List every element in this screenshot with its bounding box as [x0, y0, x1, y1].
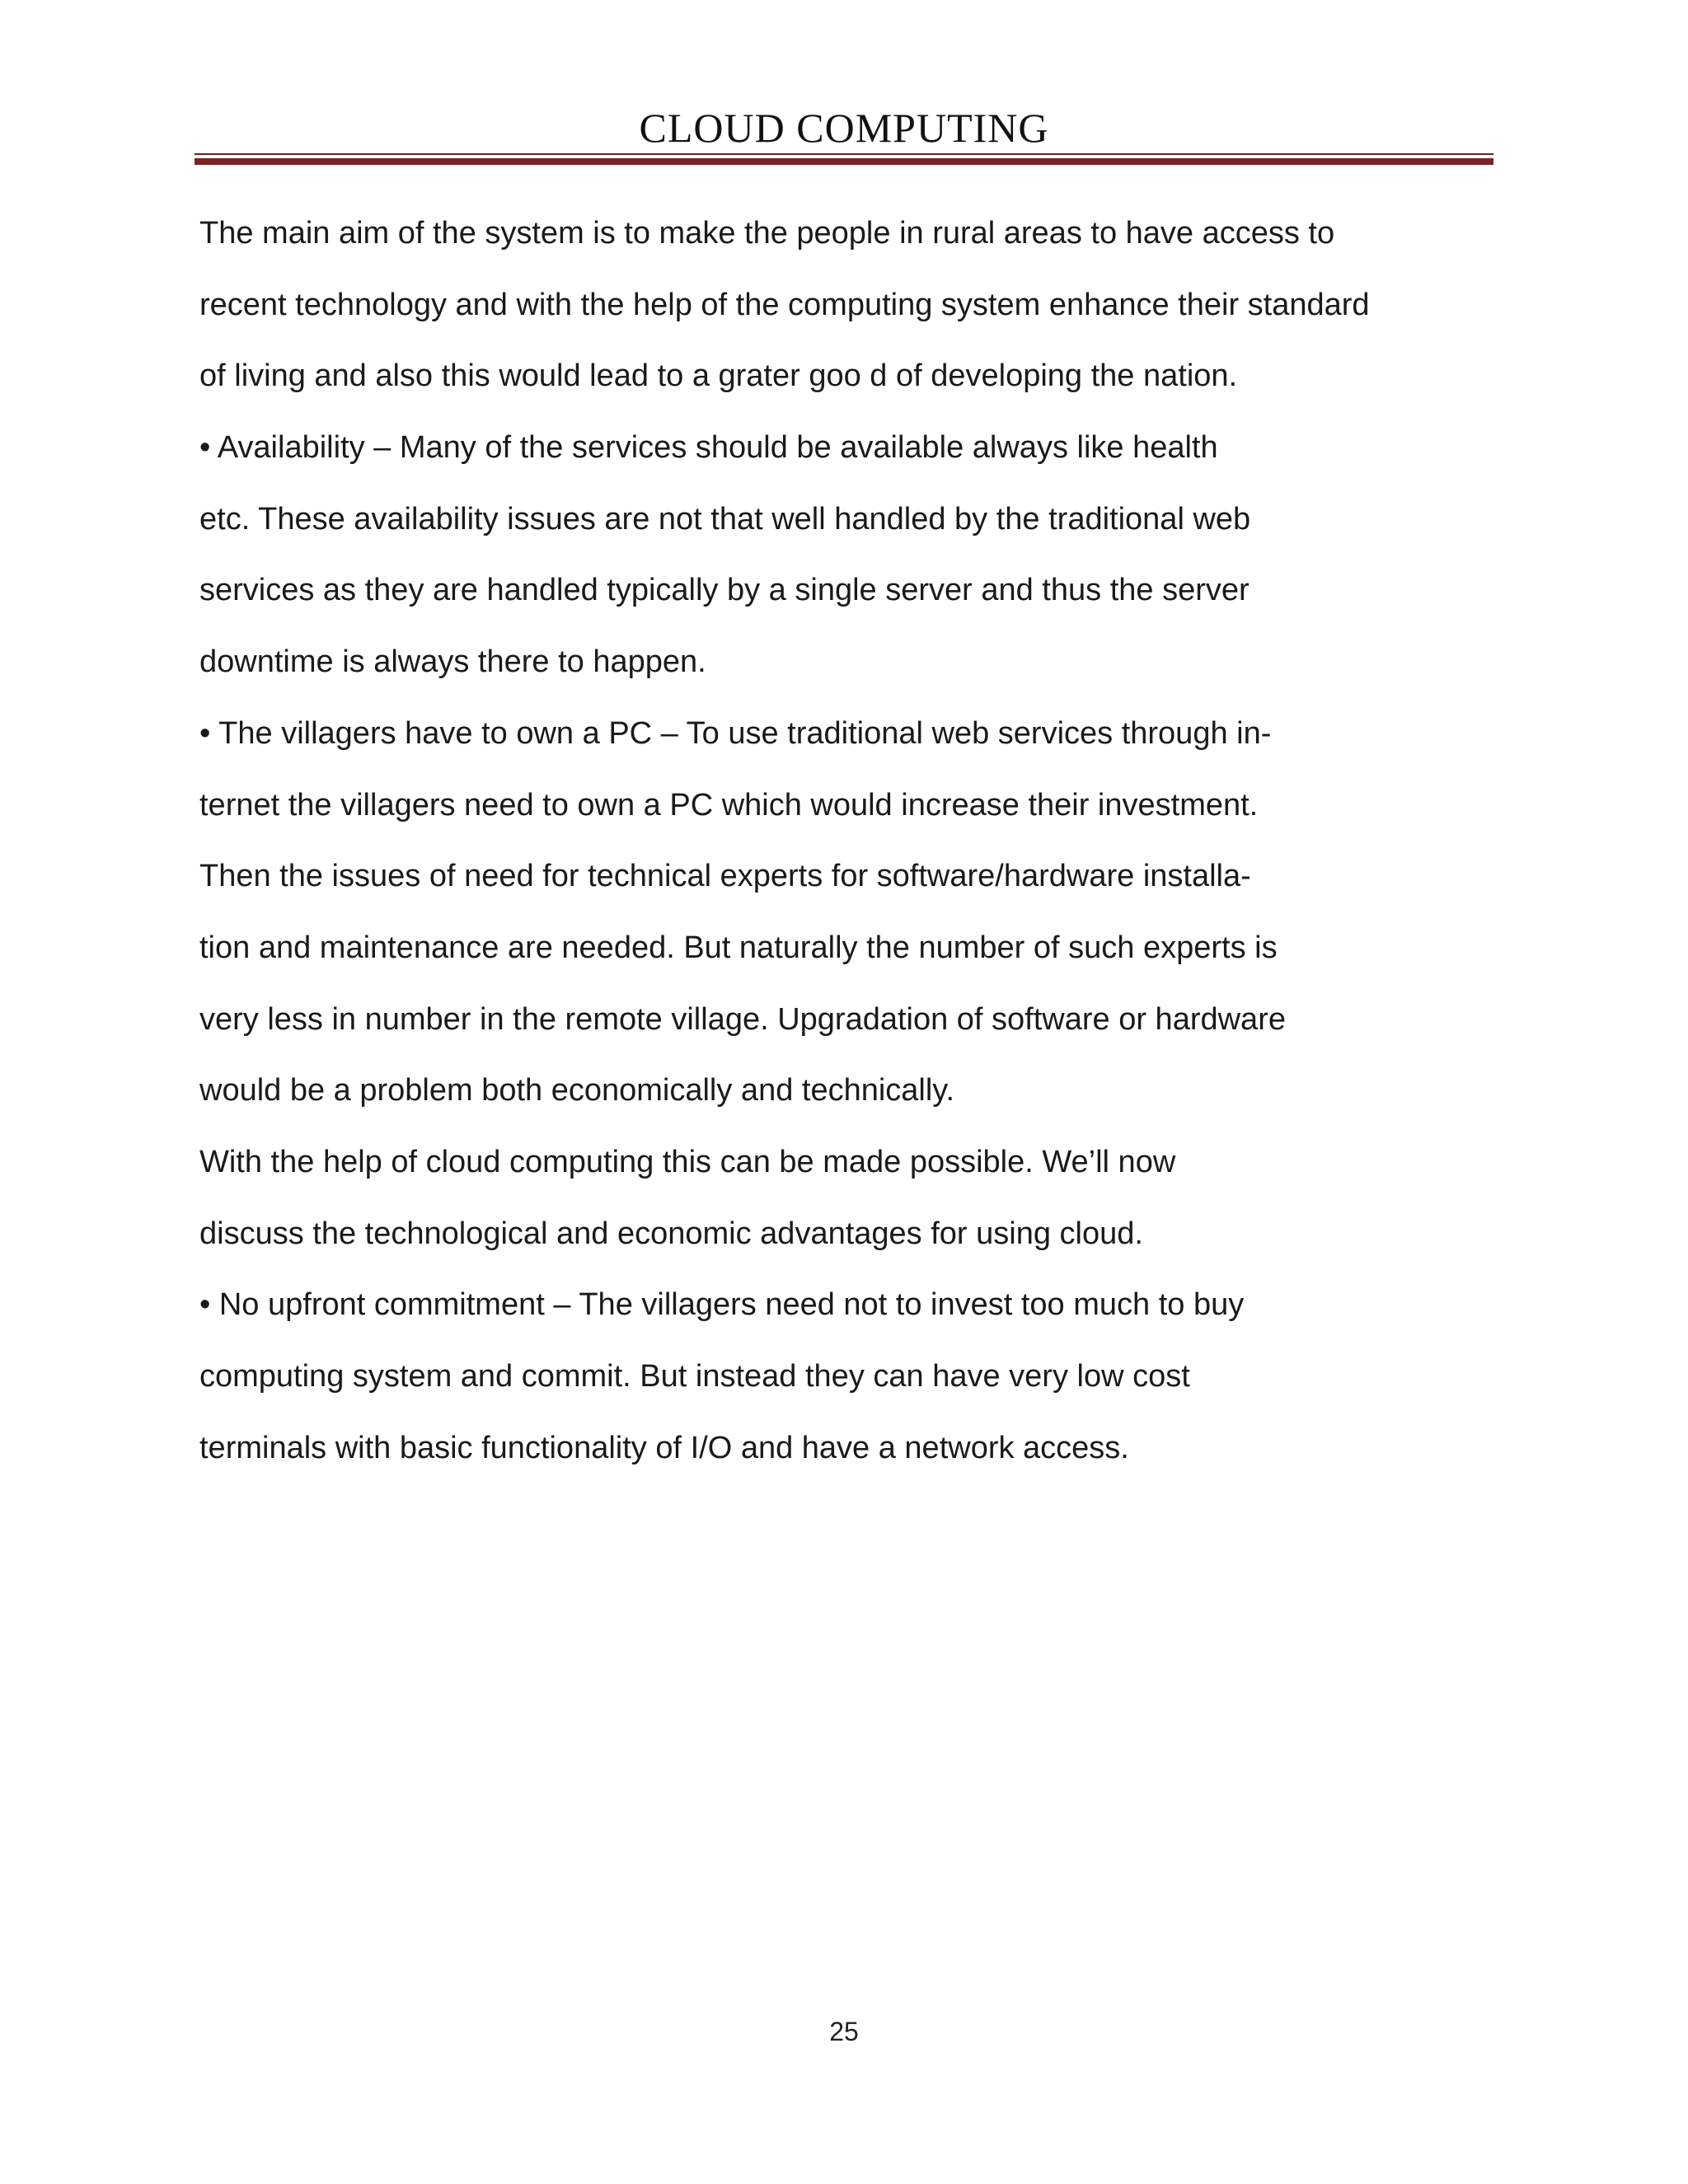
text-line: terminals with basic functionality of I/O and have a network access. [199, 1430, 1129, 1465]
text-line: services as they are handled typically by a single server and thus the server [199, 573, 1250, 608]
text-line: • The villagers have to own a PC – To use traditional web services through in- [199, 715, 1272, 751]
text-line: downtime is always there to happen. [199, 644, 706, 680]
text-line: The main aim of the system is to make the people in rural areas to have access to [199, 216, 1335, 251]
header-rule-thin [195, 153, 1493, 155]
text-line: recent technology and with the help of the computing system enhance their standard [199, 287, 1370, 322]
text-line: etc. These availability issues are not that well handled by the traditional web [199, 501, 1251, 537]
text-line: Then the issues of need for technical experts for software/hardware installa- [199, 859, 1251, 894]
text-line: discuss the technological and economic advantages for using cloud. [199, 1216, 1143, 1251]
text-line: computing system and commit. But instead they can have very low cost [199, 1359, 1190, 1394]
text-line: • No upfront commitment – The villagers need not to invest too much to buy [199, 1287, 1245, 1323]
body-text [199, 198, 1469, 1483]
page-header-title: CLOUD COMPUTING [639, 105, 1049, 151]
text-line: very less in number in the remote village. Upgradation of software or hardware [199, 1001, 1286, 1037]
page-number: 25 [829, 2017, 859, 2046]
header-rule-thick [195, 158, 1493, 165]
text-line: of living and also this would lead to a grater goo d of developing the nation. [199, 359, 1238, 394]
text-line: • Availability – Many of the services should be available always like health [199, 430, 1218, 466]
text-line: ternet the villagers need to own a PC which would increase their investment. [199, 787, 1259, 823]
text-line: tion and maintenance are needed. But naturally the number of such experts is [199, 930, 1278, 965]
text-line: With the help of cloud computing this can be made possible. We’ll now [199, 1144, 1176, 1179]
text-line: would be a problem both economically and technically. [199, 1073, 955, 1108]
